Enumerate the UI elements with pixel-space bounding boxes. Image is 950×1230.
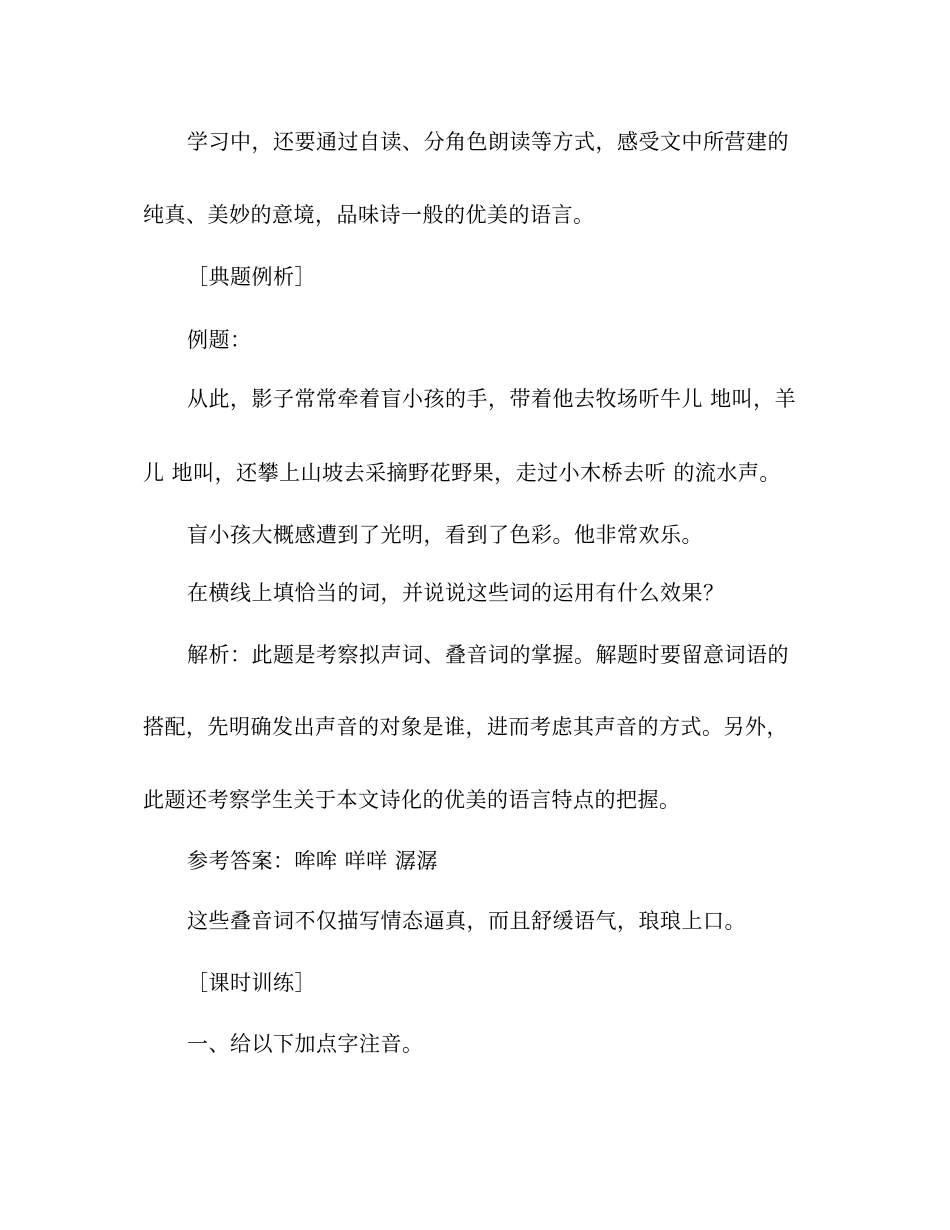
- paragraph-line: 从此，影子常常牵着盲小孩的手，带着他去牧场听牛儿 地叫，羊: [187, 387, 797, 411]
- answer-line: 参考答案：哞哞 咩咩 潺潺: [187, 849, 438, 873]
- section-heading: ［典题例析］: [187, 265, 316, 289]
- paragraph-line: 盲小孩大概感遭到了光明，看到了色彩。他非常欢乐。: [187, 523, 703, 547]
- question-line: 在横线上填恰当的词，并说说这些词的运用有什么效果？: [187, 581, 725, 605]
- section-heading: ［课时训练］: [187, 971, 316, 995]
- paragraph-line: 纯真、美妙的意境，品味诗一般的优美的语言。: [143, 203, 595, 227]
- paragraph-line: 儿 地叫，还攀上山坡去采摘野花野果，走过小木桥去听 的流水声。: [143, 461, 781, 485]
- example-label: 例题：: [187, 328, 252, 352]
- analysis-line: 此题还考察学生关于本文诗化的优美的语言特点的把握。: [143, 788, 681, 812]
- paragraph-line: 学习中，还要通过自读、分角色朗读等方式，感受文中所营建的: [187, 130, 789, 154]
- analysis-line: 解析：此题是考察拟声词、叠音词的掌握。解题时要留意词语的: [187, 643, 789, 667]
- exercise-line: 一、给以下加点字注音。: [187, 1032, 424, 1056]
- answer-explanation-line: 这些叠音词不仅描写情态逼真，而且舒缓语气，琅琅上口。: [187, 909, 746, 933]
- analysis-line: 搭配，先明确发出声音的对象是谁，进而考虑其声音的方式。另外，: [143, 715, 788, 739]
